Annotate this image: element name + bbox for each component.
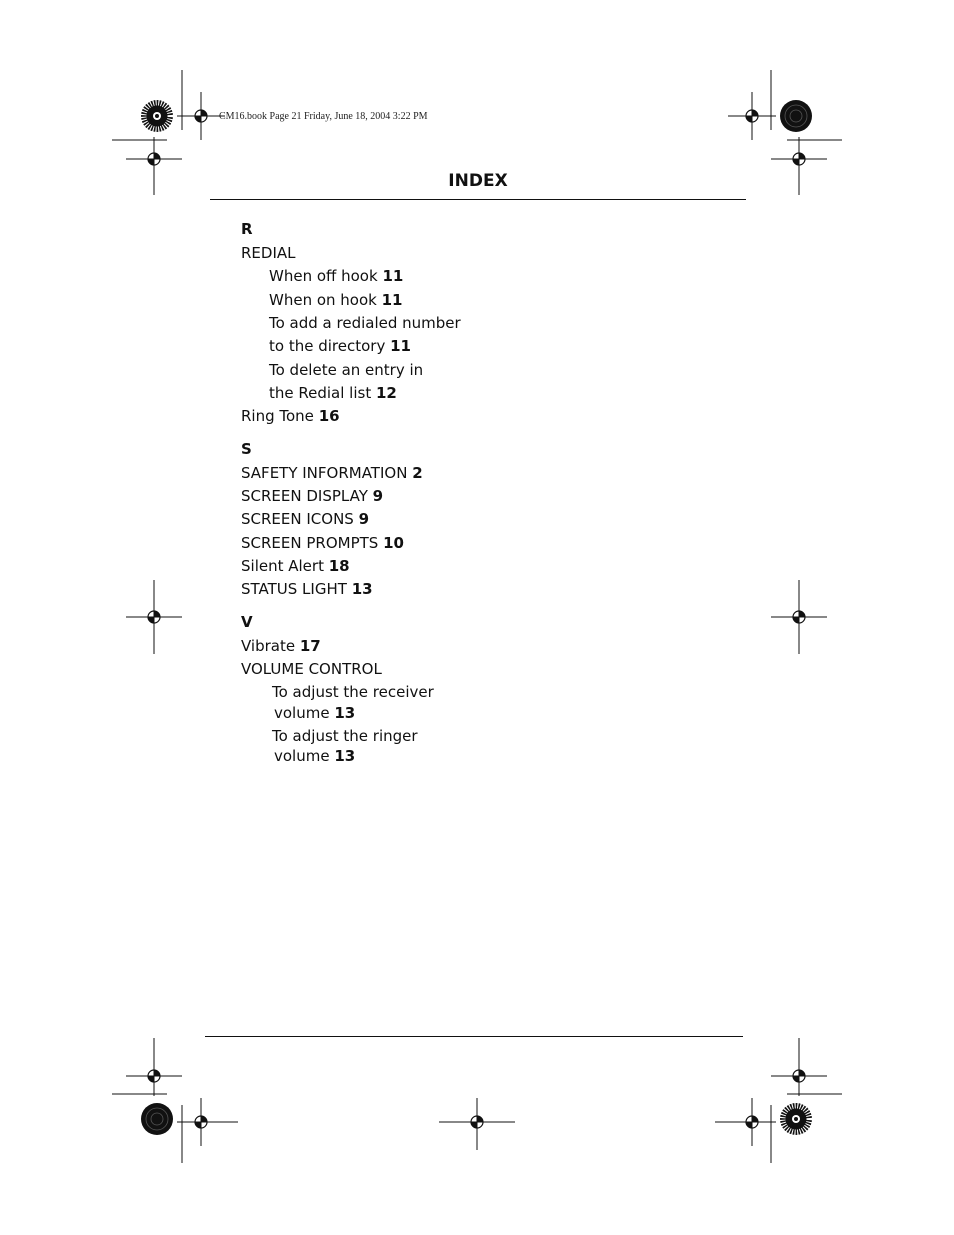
page-number: 16: [318, 407, 340, 425]
index-subentry-delete-entry-cont: the Redial list 12: [269, 384, 397, 402]
registration-target-icon: [126, 580, 182, 654]
registration-target-icon: [728, 92, 776, 140]
page-number: 13: [351, 580, 373, 598]
registration-target-icon: [715, 1098, 776, 1146]
page-number: 11: [381, 291, 403, 309]
page-number: 13: [334, 704, 356, 722]
registration-target-icon: [177, 1098, 238, 1146]
registration-target-icon: [177, 92, 225, 140]
registration-target-icon: [126, 137, 182, 195]
index-entry-status-light: STATUS LIGHT 13: [241, 580, 373, 598]
index-entry-silent-alert: Silent Alert 18: [241, 557, 350, 575]
index-entry-ring-tone: Ring Tone 16: [241, 407, 340, 425]
index-entry-safety-information: SAFETY INFORMATION 2: [241, 464, 423, 482]
star-target-icon: [780, 100, 812, 132]
page-number: 12: [376, 384, 397, 402]
index-entry-screen-prompts: SCREEN PROMPTS 10: [241, 534, 404, 552]
index-subentry-receiver-volume-cont: volume 13: [274, 704, 356, 722]
page-number: 9: [372, 487, 384, 505]
index-entry-vibrate: Vibrate 17: [241, 637, 321, 655]
index-subentry-add-redialed: To add a redialed number: [269, 314, 461, 332]
page-number: 11: [390, 337, 411, 355]
section-letter-v: V: [241, 613, 253, 631]
page-number: 11: [382, 267, 404, 285]
page-number: 17: [299, 637, 321, 655]
page-number: 2: [412, 464, 423, 482]
section-letter-s: S: [241, 440, 252, 458]
index-subentry-on-hook: When on hook 11: [269, 291, 403, 309]
index-subentry-off-hook: When off hook 11: [269, 267, 404, 285]
index-entry-screen-display: SCREEN DISPLAY 9: [241, 487, 384, 505]
index-entry-volume-control: VOLUME CONTROL: [241, 660, 382, 678]
registration-target-icon: [439, 1098, 515, 1150]
registration-target-icon: [771, 580, 827, 654]
star-target-icon: [141, 100, 173, 132]
index-entry-redial: REDIAL: [241, 244, 296, 262]
star-target-icon: [780, 1103, 812, 1135]
registration-target-icon: [126, 1038, 182, 1096]
page-number: 18: [328, 557, 350, 575]
index-subentry-delete-entry: To delete an entry in: [269, 361, 424, 379]
print-slug: CM16.book Page 21 Friday, June 18, 2004 3:22 PM: [219, 111, 428, 122]
index-entry-screen-icons: SCREEN ICONS 9: [241, 510, 370, 528]
star-target-icon: [141, 1103, 173, 1135]
page-number: 9: [358, 510, 370, 528]
page-number: 10: [383, 534, 404, 552]
index-subentry-ringer-volume-cont: volume 13: [274, 747, 356, 765]
index-subentry-add-redialed-cont: to the directory 11: [269, 337, 411, 355]
page-title-text: INDEX: [448, 171, 508, 191]
registration-target-icon: [771, 137, 827, 195]
index-subentry-ringer-volume: To adjust the ringer: [272, 727, 418, 745]
section-letter-r: R: [241, 220, 253, 238]
index-subentry-receiver-volume: To adjust the receiver: [272, 683, 434, 701]
page-number: 13: [334, 747, 356, 765]
registration-target-icon: [771, 1038, 827, 1096]
